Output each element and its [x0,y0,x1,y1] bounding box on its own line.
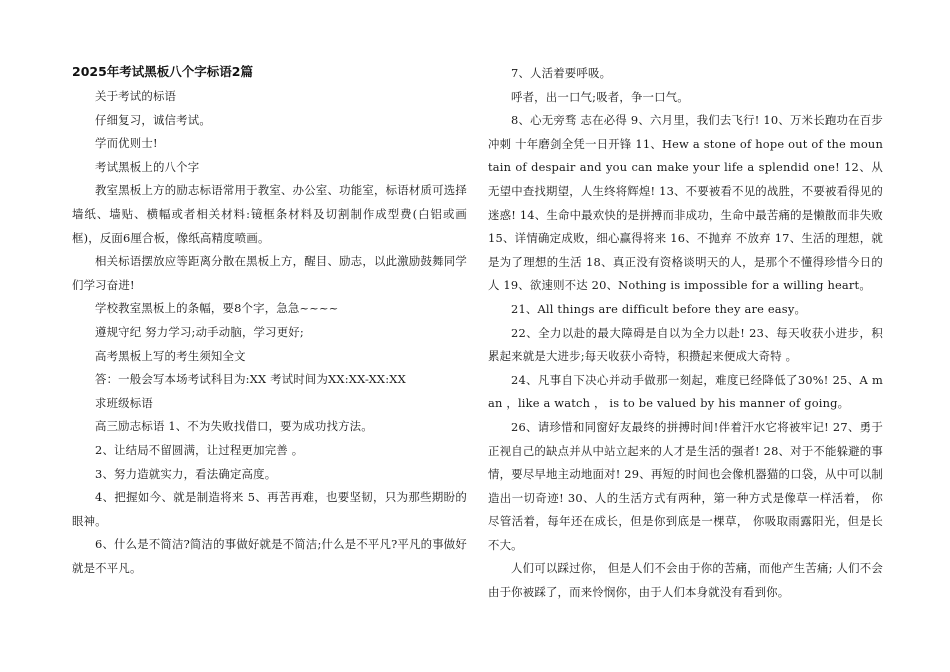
document-title: 2025年考试黑板八个字标语2篇 [72,64,253,79]
paragraph: 21、All things are difficult before they are easy。 [511,301,807,316]
paragraph: 求班级标语 [95,395,153,410]
paragraph: 2、让结局不留圆满，让过程更加完善 。 [95,442,304,457]
paragraph: 6、什么是不简洁?简洁的事做好就是不简洁;什么是不平凡?平凡的事做好就是不平凡。 [72,537,467,575]
paragraph: 22、全力以赴的最大障碍是自以为全力以赴! 23、每天收获小进步，积累起来就是大进步;每天收获小奇特，积攒起来便成大奇特 。 [488,325,883,364]
paragraph: 学而优则士! [95,136,158,151]
paragraph: 遵规守纪 努力学习;动手动脑，学习更好; [95,324,304,339]
paragraph: 教室黑板上方的励志标语常用于教室、办公室、功能室，标语材质可选择墙纸、墙贴、横幅或者相关材料:镜框条材料及切割制作成型费(白铝或画框)，反面6厘合板，像纸高精度喷画。 [72,183,467,245]
paragraph: 高三励志标语 1、不为失败找借口，要为成功找方法。 [95,419,373,434]
paragraph: 26、请珍惜和同窗好友最终的拼搏时间!伴着汗水它将被牢记! 27、勇于正视自己的缺点并从中站立起来的人才是生活的强者! 28、对于不能躲避的事情，要尽早地主动地面对! 29、再短的时间也会像机器猫的口袋，从中可以制造出一切奇迹! 30、人的生活方式有两种，第一种方式是像草一样活着， 你尽管活着，每年还在成长，但是你到底是一棵草， 你吸取雨露阳光，但是长不大。 [488,419,883,552]
left-column [72,62,467,580]
paragraph: 关于考试的标语 [95,89,177,103]
paragraph: 4、把握如今、就是制造将来 5、再苦再难，也要坚韧，只为那些期盼的眼神。 [72,490,467,528]
right-column [488,62,883,605]
paragraph: 人们可以踩过你， 但是人们不会由于你的苦痛，而他产生苦痛; 人们不会由于你被踩了，而来怜悯你，由于人们本身就没有看到你。 [488,561,883,600]
paragraph: 8、心无旁骛 志在必得 9、六月里，我们去飞行! 10、万米长跑功在百步冲刺 十年磨剑全凭一日开锋 11、Hew a stone of hope out of the mountain of despair and you can make your life a splendid one! 12、从无望中查找期望，人生终将辉煌! 13、不要被看不见的战胜，不要被看得见的迷惑! 14、生命中最欢快的是拼搏而非成功，生命中最苦痛的是懒散而非失败 15、详情确定成败，细心赢得将来 16、不抛弃 不放弃 17、生活的理想，就是为了理想的生活 18、真正没有资格谈明天的人，是那个不懂得珍惜今日的人 19、欲速则不达 20、Nothing is impossible for a willing heart。 [488,113,883,293]
paragraph: 高考黑板上写的考生须知全文 [95,348,246,363]
paragraph: 呼者，出一口气;吸者，争一口气。 [511,89,689,104]
paragraph: 7、人活着要呼吸。 [511,66,612,80]
paragraph: 相关标语摆放应等距离分散在黑板上方，醒目、励志，以此激励鼓舞同学们学习奋进! [72,254,467,292]
paragraph: 考试黑板上的八个字 [95,159,200,174]
paragraph: 3、努力造就实力，看法确定高度。 [95,466,277,481]
paragraph: 24、凡事自下决心并动手做那一刻起，难度已经降低了30%! 25、A man ，like a watch ， is to be valued by his manner of going。 [488,372,883,411]
paragraph: 答：一般会写本场考试科目为:XX 考试时间为XX:XX-XX:XX [95,372,406,387]
paragraph: 学校教室黑板上的条幅，要8个字，急急~~~~ [95,301,339,316]
paragraph: 仔细复习，诚信考试。 [95,112,211,127]
